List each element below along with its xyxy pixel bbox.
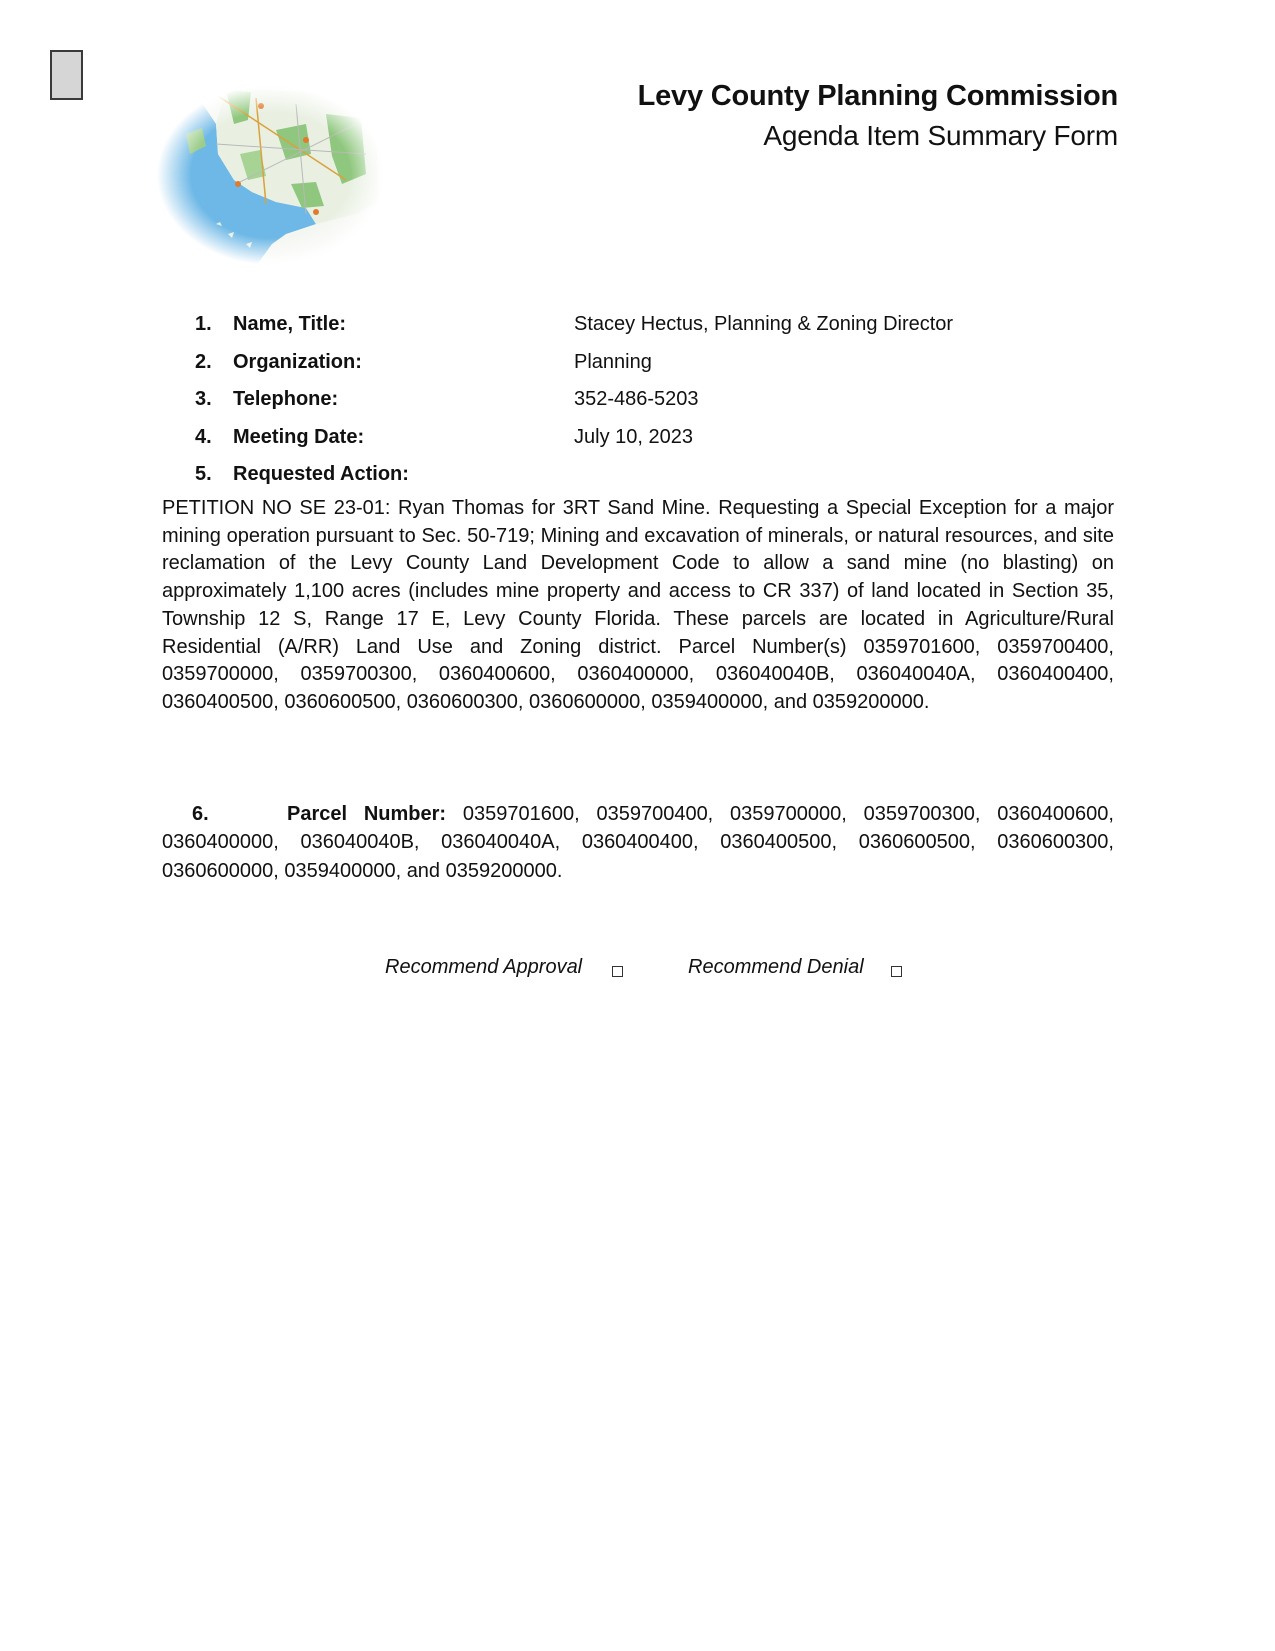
corner-checkbox-placeholder (50, 50, 83, 100)
field-row-name-title (195, 310, 1095, 348)
recommend-denial-checkbox[interactable] (891, 966, 902, 977)
field-label: Telephone: (233, 388, 339, 410)
field-number: 5. (195, 463, 212, 485)
field-number: 1. (195, 313, 212, 335)
page-header (638, 76, 1118, 156)
field-row-meeting-date (195, 423, 1095, 461)
organization-title: Levy County Planning Commission (637, 80, 1118, 112)
field-row-organization (195, 348, 1095, 386)
field-label: Name, Title: (233, 313, 346, 335)
recommend-denial-label: Recommend Denial (688, 956, 864, 978)
recommendation-options (0, 956, 1275, 988)
field-number: 4. (195, 425, 212, 448)
field-value: Stacey Hectus, Planning & Zoning Director (574, 313, 954, 335)
field-label: Organization: (233, 350, 362, 373)
parcel-number-list: 0359701600, 0359700400, 0359700000, 0359700300, 0360400600, 0360400000, 036040040B, 036040040A, 0360400400, 0360400500, 0360600500, 0360600300, 0360600000, 0359400000, and 0359200000. (162, 803, 1114, 882)
info-fields (195, 310, 1095, 498)
field-number: 2. (195, 350, 212, 373)
field-label: Meeting Date: (233, 425, 365, 448)
parcel-number-label: Parcel Number: (287, 803, 447, 825)
field-value: 352-486-5203 (574, 388, 699, 410)
recommend-approval-label: Recommend Approval (385, 956, 583, 978)
field-label: Requested Action: (233, 463, 409, 485)
parcel-number-index: 6. (192, 803, 209, 825)
field-value: July 10, 2023 (574, 425, 693, 448)
requested-action-text: PETITION NO SE 23-01: Ryan Thomas for 3RT Sand Mine. Requesting a Special Exception for a major mining operation pursuant to Sec. 50-719; Mining and excavation of minerals, or natural resources, and site reclamation of the Levy County Land Development Code to allow a sand mine (no blasting) on approximately 1,100 acres (includes mine property and access to CR 337) of land located in Section 35, Township 12 S, Range 17 E, Levy County Florida. These parcels are located in Agriculture/Rural Residential (A/RR) Land Use and Zoning district. Parcel Number(s) 0359701600, 0359700400, 0359700000, 0359700300, 0360400600, 0360400000, 036040040B, 036040040A, 0360400400, 0360400500, 0360600500, 0360600300, 0360600000, 0359400000, and 0359200000. (162, 497, 1114, 713)
recommend-approval-checkbox[interactable] (612, 966, 623, 977)
field-number: 3. (195, 388, 212, 410)
field-value: Planning (574, 350, 652, 373)
parcel-number-section (162, 800, 1114, 885)
field-row-requested-action (195, 460, 1095, 498)
county-map-logo (156, 84, 386, 266)
form-title: Agenda Item Summary Form (763, 120, 1118, 151)
field-row-telephone (195, 385, 1095, 423)
